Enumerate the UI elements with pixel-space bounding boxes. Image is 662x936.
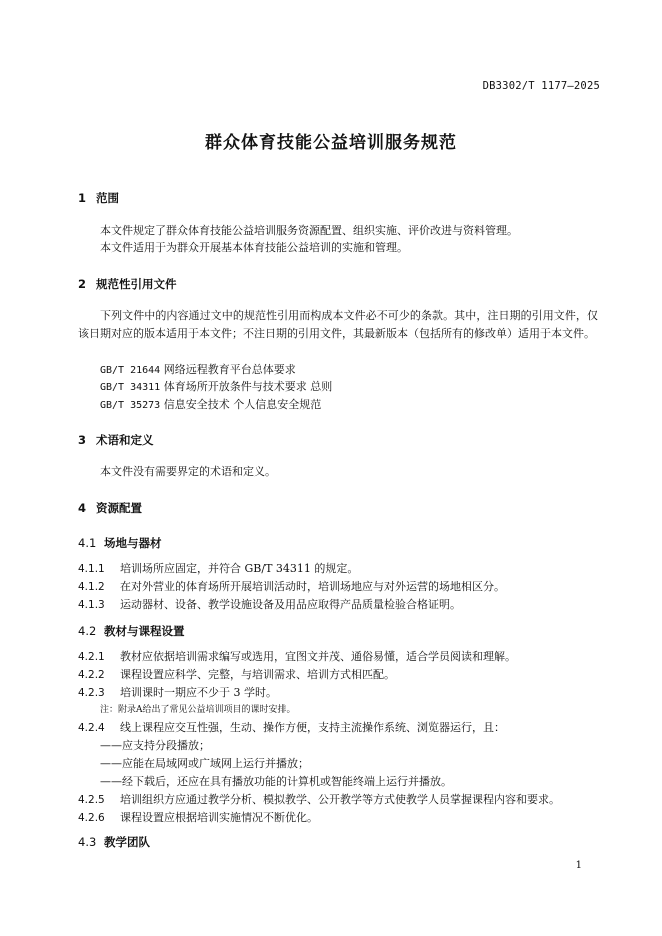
section-title: 术语和定义 (96, 433, 154, 447)
normative-references-paragraph: 下列文件中的内容通过文中的规范性引用而构成本文件必不可少的条款。其中，注日期的引用文件，仅该日期对应的版本适用于本文件；不注日期的引用文件，其最新版本（包括所有的修改单）适用于本文件。 (78, 309, 598, 340)
clause-text: 运动器材、设备、教学设施设备及用品应取得产品质量检验合格证明。 (120, 598, 461, 611)
reference-name: 信息安全技术 个人信息安全规范 (163, 398, 322, 411)
clause-text: 培训课时一期应不少于 3 学时。 (120, 686, 277, 699)
reference-code: GB/T 34311 (100, 382, 161, 393)
clause-number: 4.2.4 (78, 722, 105, 734)
clause-4-2-6 (78, 809, 318, 825)
reference-item (100, 396, 321, 412)
scope-paragraph-1: 本文件规定了群众体育技能公益培训服务资源配置、组织实施、评价改进与资料管理。 (100, 224, 518, 237)
page-number: 1 (575, 860, 582, 871)
clause-number: 4.1.3 (78, 599, 105, 611)
reference-item (100, 378, 332, 394)
section-title: 资源配置 (96, 501, 142, 515)
clause-text: 线上课程应交互性强，生动、操作方便，支持主流操作系统、浏览器运行，且： (120, 721, 505, 734)
scope-paragraph-2: 本文件适用于为群众开展基本体育技能公益培训的实施和管理。 (100, 241, 408, 254)
reference-name: 网络远程教育平台总体要求 (163, 363, 296, 376)
clause-4-2-4 (78, 719, 505, 735)
dash-list-item: ——经下载后，还应在具有播放功能的计算机或智能终端上运行并播放。 (100, 775, 452, 788)
clause-number: 4.2.5 (78, 794, 105, 806)
section-number: 3 (78, 433, 87, 447)
clause-4-2-2 (78, 666, 395, 682)
section-title: 范围 (96, 191, 119, 205)
section-number: 1 (78, 191, 87, 205)
section-heading-4 (78, 500, 142, 516)
reference-code: GB/T 35273 (100, 400, 161, 411)
document-title: 群众体育技能公益培训服务规范 (205, 133, 457, 153)
section-number: 2 (78, 277, 87, 291)
clause-number: 4.2.1 (78, 651, 105, 663)
section-heading-2 (78, 276, 177, 292)
subsection-number: 4.3 (78, 835, 97, 849)
clause-text: 培训组织方应通过教学分析、模拟教学、公开教学等方式使教学人员掌握课程内容和要求。 (120, 793, 560, 806)
section-number: 4 (78, 501, 87, 515)
subsection-title: 教学团队 (104, 835, 150, 849)
terms-paragraph: 本文件没有需要界定的术语和定义。 (100, 465, 276, 478)
dash-list-item: ——应能在局域网或广域网上运行并播放； (100, 757, 309, 770)
clause-text: 在对外营业的体育场所开展培训活动时，培训场地应与对外运营的场地相区分。 (120, 580, 505, 593)
section-heading-3 (78, 432, 154, 448)
clause-4-1-2 (78, 578, 505, 594)
clause-4-2-5 (78, 791, 560, 807)
clause-text: 教材应依据培训需求编写或选用，宜图文并茂、通俗易懂，适合学员阅读和理解。 (120, 650, 516, 663)
subsection-title: 教材与课程设置 (104, 624, 185, 638)
reference-name: 体育场所开放条件与技术要求 总则 (163, 380, 333, 393)
clause-number: 4.2.6 (78, 812, 105, 824)
clause-number: 4.1.1 (78, 563, 105, 575)
section-heading-1 (78, 190, 119, 206)
clause-4-1-3 (78, 596, 461, 612)
standard-code: DB3302/T 1177—2025 (482, 80, 600, 92)
clause-4-2-1 (78, 648, 516, 664)
clause-number: 4.2.3 (78, 687, 105, 699)
subsection-title: 场地与器材 (104, 536, 162, 550)
subsection-heading-4-3 (78, 834, 150, 850)
subsection-heading-4-1 (78, 535, 162, 551)
clause-4-1-1 (78, 560, 358, 576)
clause-text: 培训场所应固定，并符合 GB/T 34311 的规定。 (120, 562, 359, 575)
clause-number: 4.2.2 (78, 669, 105, 681)
subsection-number: 4.2 (78, 624, 97, 638)
reference-item (100, 361, 296, 377)
subsection-number: 4.1 (78, 536, 97, 550)
clause-4-2-3 (78, 684, 277, 700)
dash-list-item: ——应支持分段播放； (100, 739, 210, 752)
clause-number: 4.1.2 (78, 581, 105, 593)
clause-text: 课程设置应根据培训实施情况不断优化。 (120, 811, 318, 824)
clause-text: 课程设置应科学、完整，与培训需求、培训方式相匹配。 (120, 668, 395, 681)
section-title: 规范性引用文件 (96, 277, 177, 291)
clause-note: 注：附录A给出了常见公益培训项目的课时安排。 (100, 705, 296, 715)
reference-code: GB/T 21644 (100, 365, 161, 376)
subsection-heading-4-2 (78, 623, 185, 639)
